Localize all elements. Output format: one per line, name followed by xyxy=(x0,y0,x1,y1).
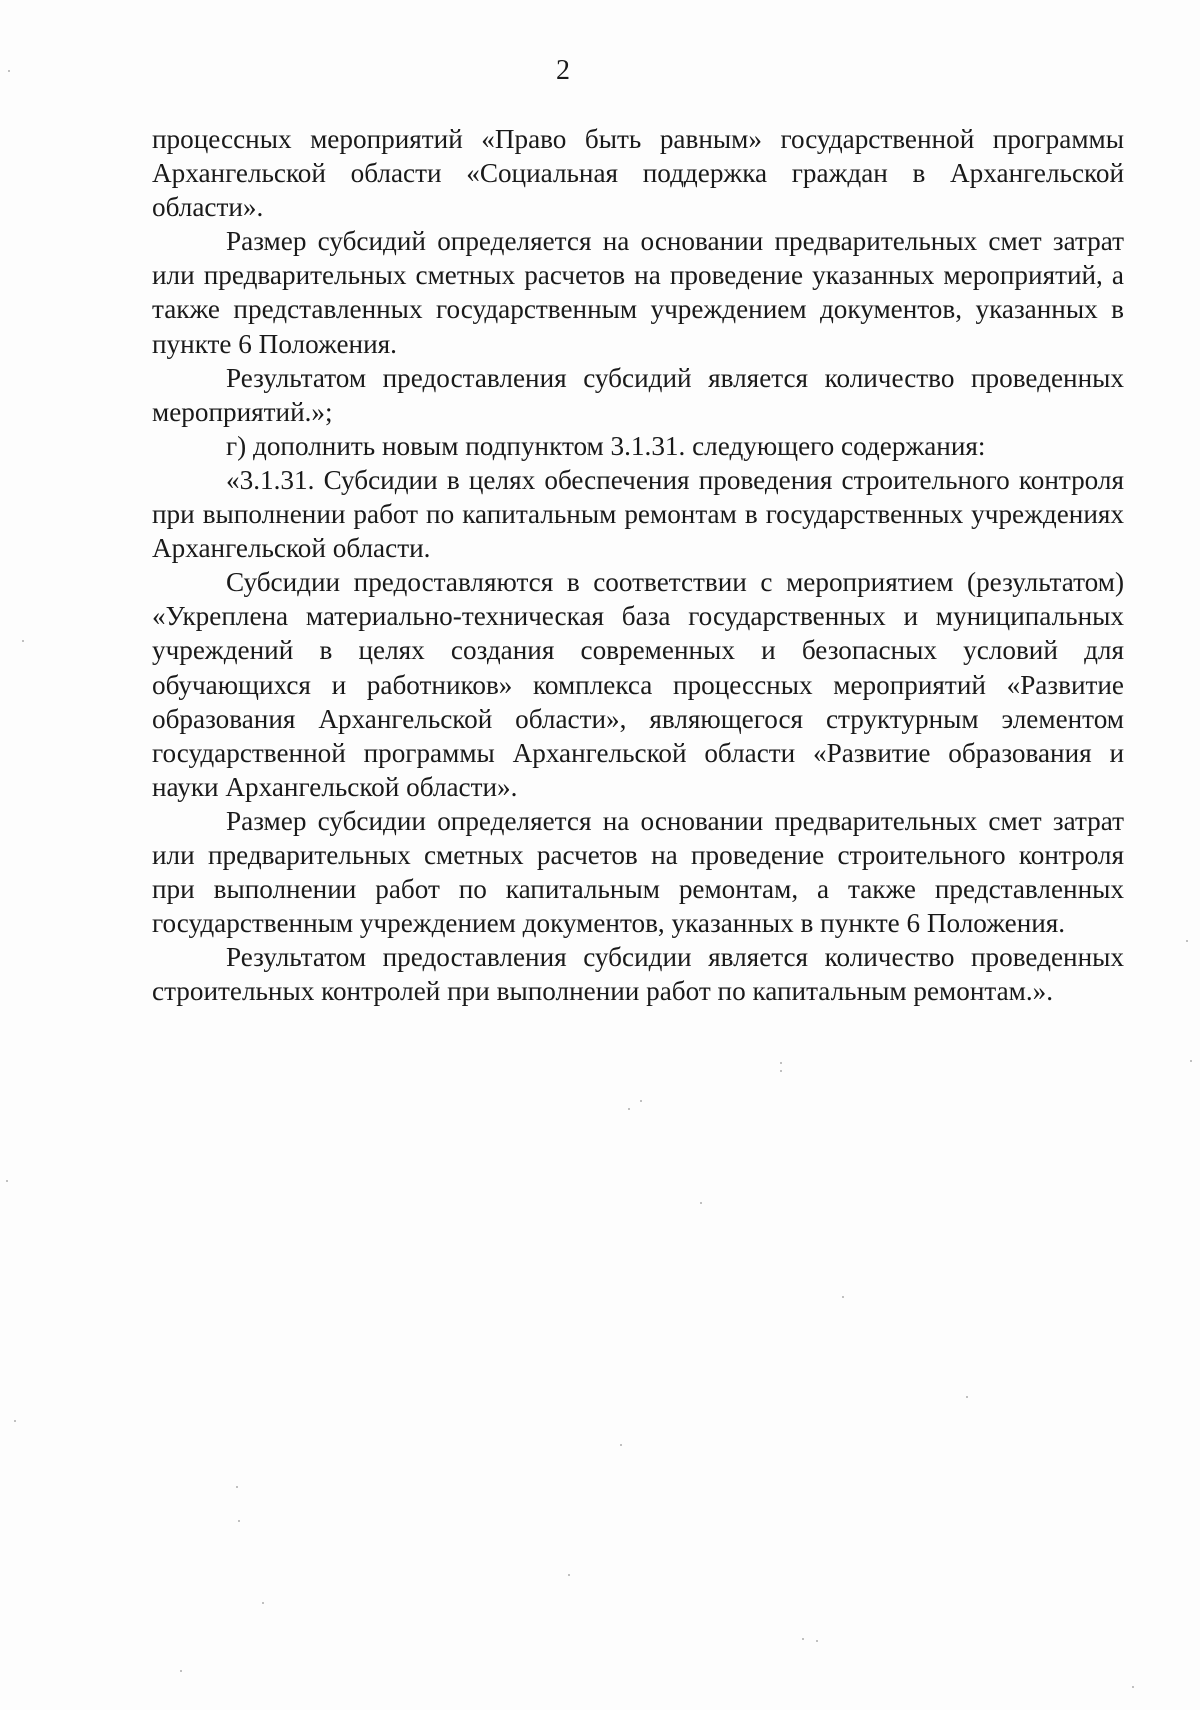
scan-speck xyxy=(816,1640,818,1642)
paragraph: Результатом предоставления субсидий является количество проведенных мероприятий.»; xyxy=(152,362,1124,427)
scan-speck xyxy=(966,1396,968,1398)
scan-speck xyxy=(180,1670,182,1672)
scan-speck xyxy=(568,1574,570,1576)
scan-speck xyxy=(802,1638,804,1640)
page-number: 2 xyxy=(556,55,570,86)
paragraph: процессных мероприятий «Право быть равным» государственной программы Архангельской области «Социальная поддержка граждан в Архангельской области». xyxy=(152,124,1124,223)
document-body xyxy=(152,122,1124,1008)
paragraph: «3.1.31. Субсидии в целях обеспечения проведения строительного контроля при выполнении работ по капитальным ремонтам в государственных учреждениях Архангельской области. xyxy=(152,464,1124,564)
scan-speck xyxy=(640,1100,642,1102)
paragraph: г) дополнить новым подпунктом 3.1.31. следующего содержания: xyxy=(226,430,986,461)
scan-speck xyxy=(780,1062,782,1064)
paragraph: Субсидии предоставляются в соответствии с мероприятием (результатом) «Укреплена материально-техническая база государственных и муниципальных учреждений в целях создания современных и безопасных условий для обучающихся и работников» комплекса процессных мероприятий «Развитие образования Архангельской области», являющегося структурным элементом государственной программы Архангельской области «Развитие образования и науки Архангельской области». xyxy=(152,567,1124,802)
scan-speck xyxy=(780,1070,782,1072)
scan-speck xyxy=(1190,1060,1192,1062)
scan-speck xyxy=(262,1602,264,1604)
paragraph: Размер субсидии определяется на основании предварительных смет затрат или предварительных сметных расчетов на проведение строительного контроля при выполнении работ по капитальным ремонтам, а также представленных государственным учреждением документов, указанных в пункте 6 Положения. xyxy=(152,805,1124,939)
scan-speck xyxy=(700,1202,702,1204)
scan-speck xyxy=(842,1296,844,1298)
scan-speck xyxy=(22,640,24,642)
scan-speck xyxy=(6,1180,8,1182)
scan-speck xyxy=(620,1444,622,1446)
scan-speck xyxy=(1132,1686,1134,1688)
paragraph: Результатом предоставления субсидии является количество проведенных строительных контролей при выполнении работ по капитальным ремонтам.». xyxy=(152,942,1124,1007)
paragraph: Размер субсидий определяется на основании предварительных смет затрат или предварительных сметных расчетов на проведение указанных мероприятий, а также представленных государственным учреждением документов, указанных в пункте 6 Положения. xyxy=(152,226,1124,359)
scan-speck xyxy=(8,70,10,72)
scan-speck xyxy=(14,1420,16,1422)
scan-speck xyxy=(628,1108,630,1110)
scan-speck xyxy=(236,1486,238,1488)
scan-speck xyxy=(1186,940,1188,942)
scan-speck xyxy=(238,1520,240,1522)
